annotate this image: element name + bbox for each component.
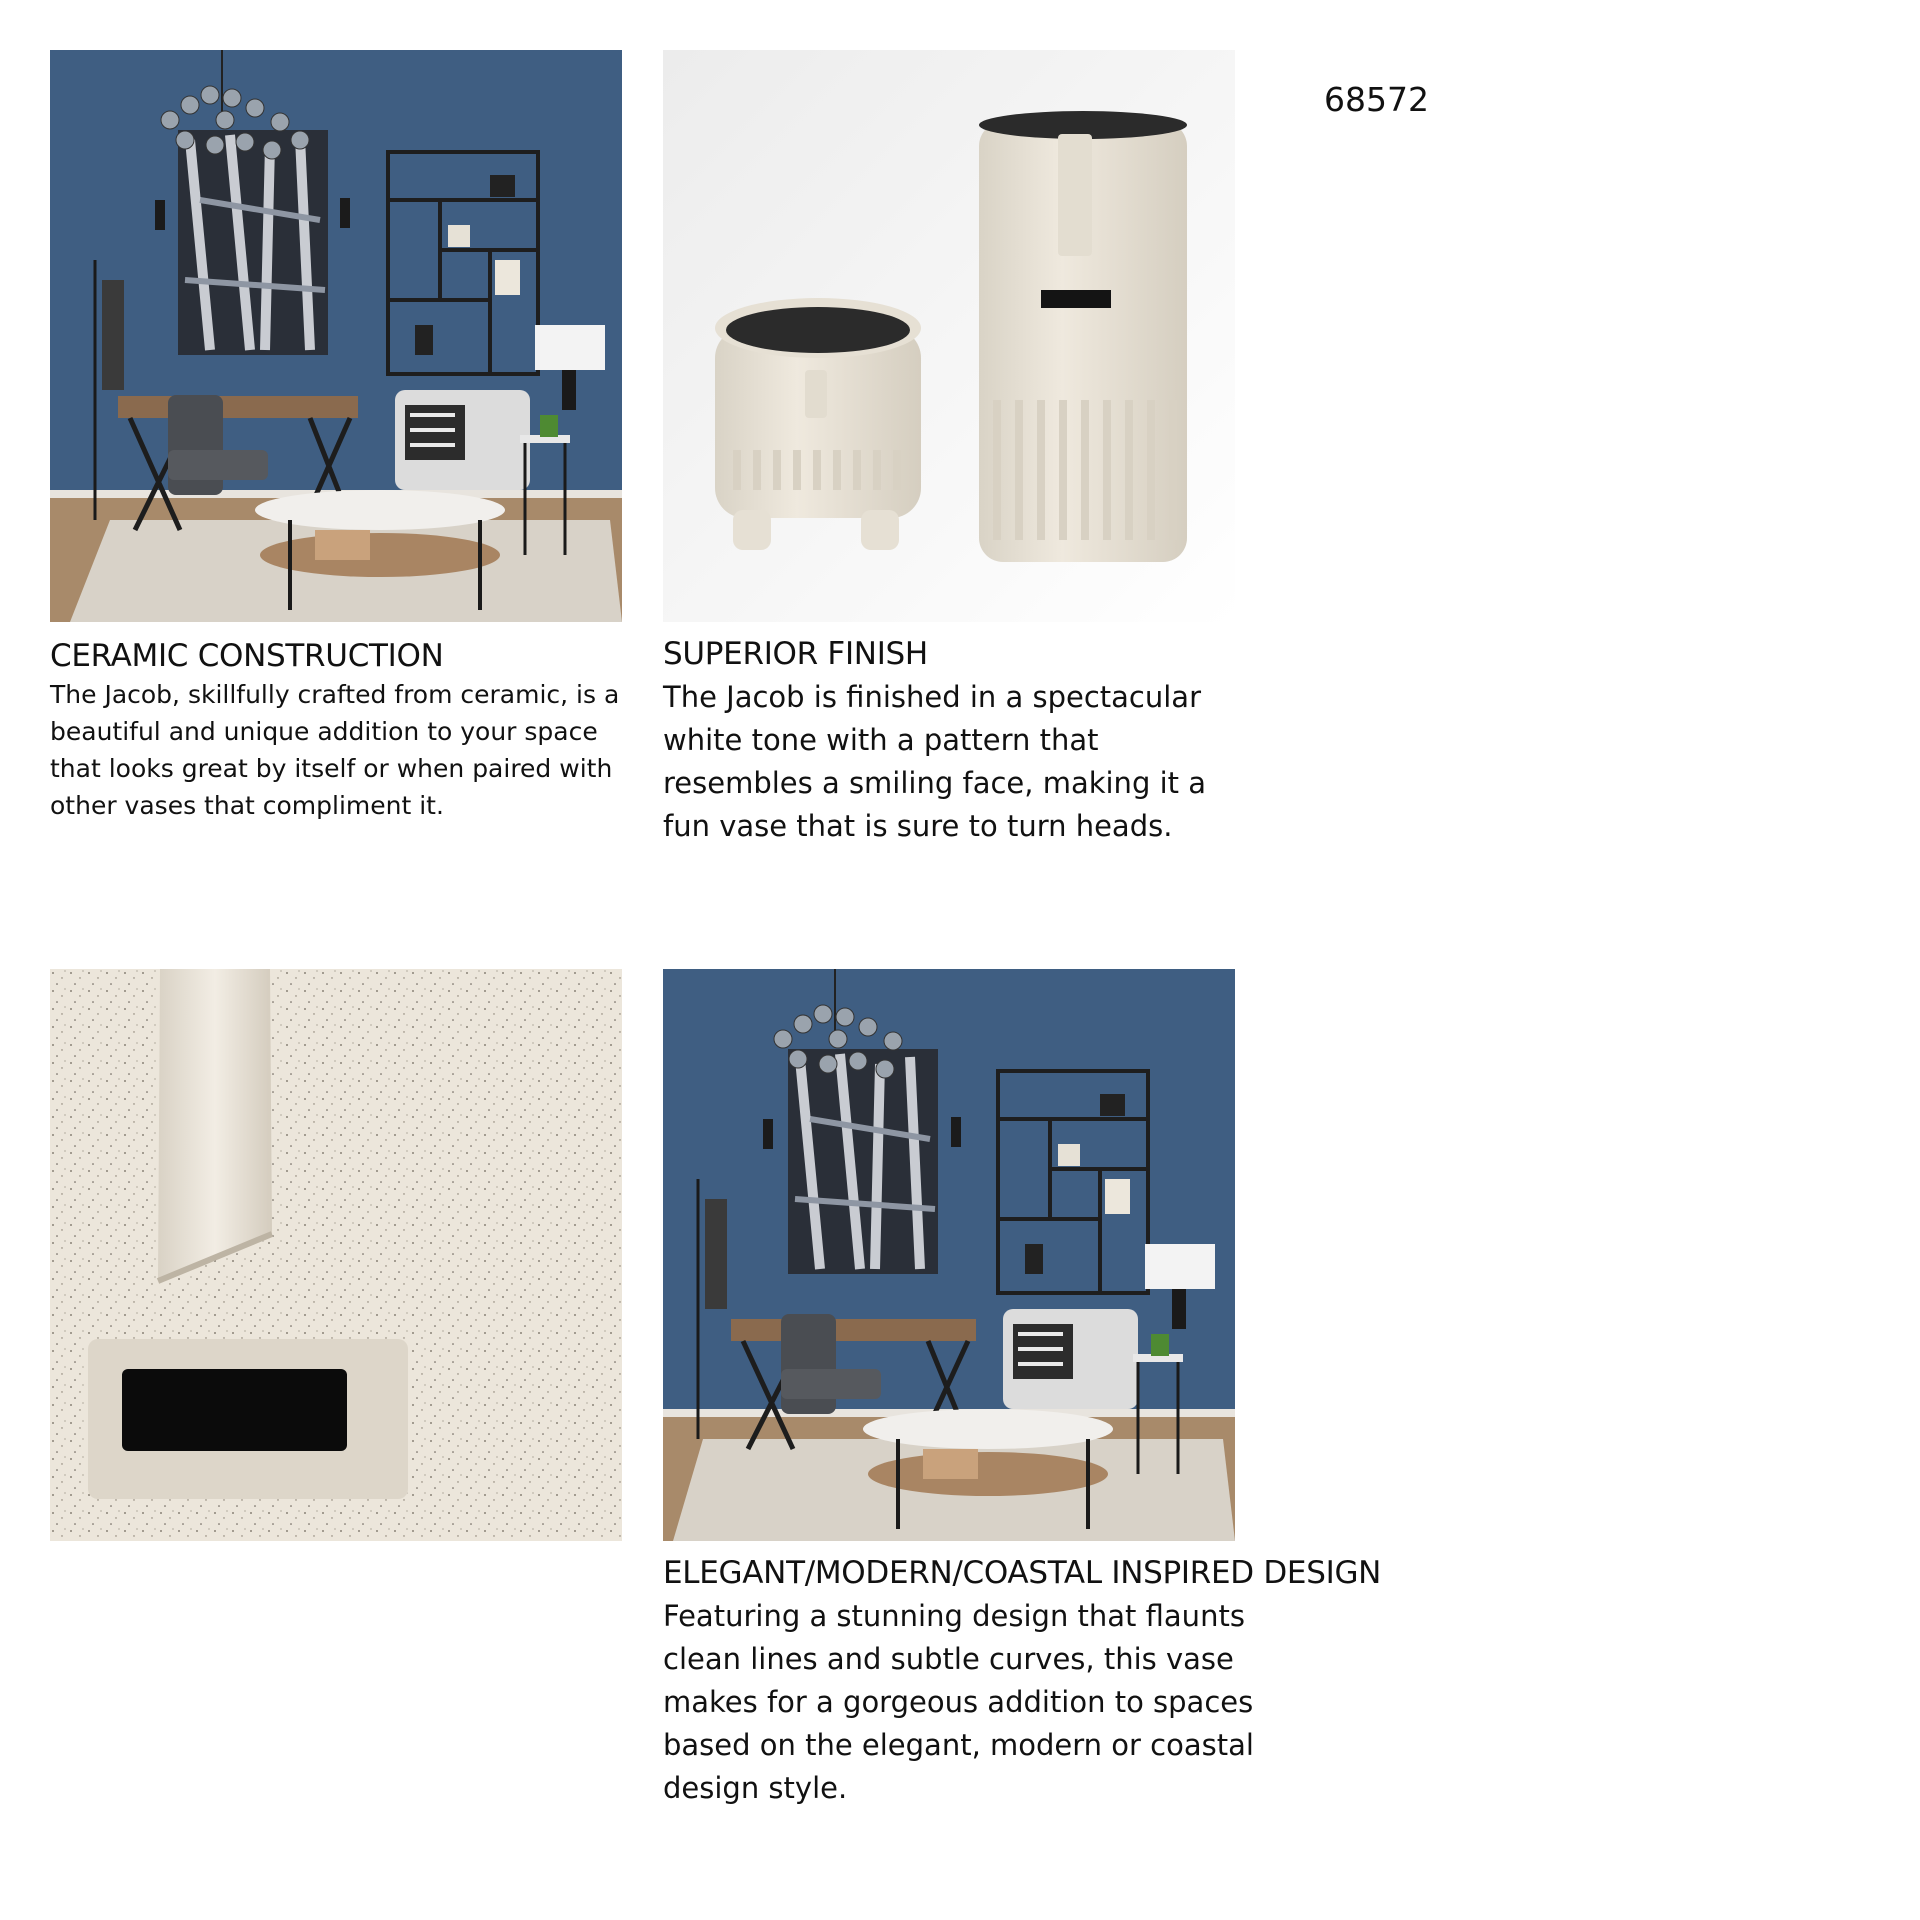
vase-product-photo <box>663 50 1235 622</box>
section-body-design: Featuring a stunning design that flaunts clean lines and subtle curves, this vase makes for a gorgeous addition to spaces based on the elegant, modern or coastal design style. <box>663 1599 1254 1805</box>
section-heading-finish: SUPERIOR FINISH <box>663 636 928 672</box>
room-scene-photo <box>50 50 622 622</box>
section-heading-ceramic: CERAMIC CONSTRUCTION <box>50 638 444 674</box>
section-body-finish: The Jacob is finished in a spectacular white tone with a pattern that resembles a smiling face, making it a fun vase that is sure to turn heads. <box>663 680 1206 843</box>
section-heading-design: ELEGANT/MODERN/COASTAL INSPIRED DESIGN <box>663 1555 1382 1591</box>
product-sku: 68572 <box>1324 80 1429 119</box>
vase-texture-closeup <box>50 969 622 1541</box>
room-scene-photo-alt <box>663 969 1235 1541</box>
section-body-ceramic: The Jacob, skillfully crafted from ceramic, is a beautiful and unique addition to your space that looks great by itself or when paired with other vases that compliment it. <box>50 680 620 820</box>
